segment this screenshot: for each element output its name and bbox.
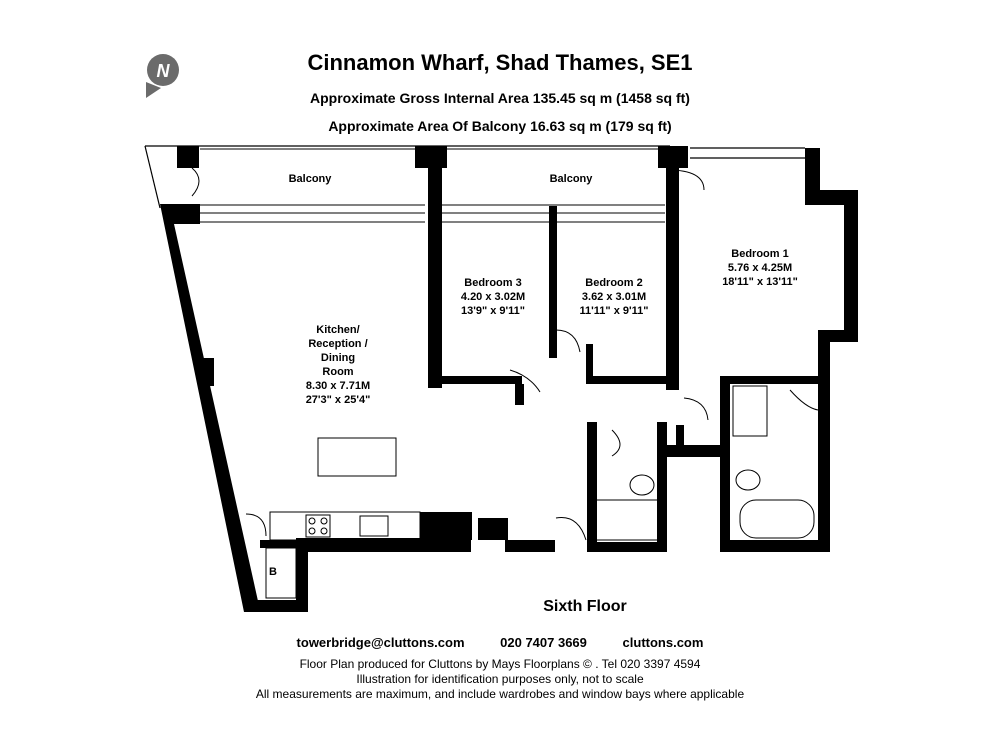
balcony-left-label: Balcony — [288, 173, 332, 185]
contact-phone[interactable]: 020 7407 3669 — [500, 635, 587, 650]
bedroom1-imperial: 18'11" x 13'11" — [722, 276, 798, 288]
bedroom3-imperial: 13'9" x 9'11" — [461, 305, 525, 317]
bedroom1-metric: 5.76 x 4.25M — [727, 262, 793, 274]
shower-tray — [733, 386, 767, 436]
contact-email[interactable]: towerbridge@cluttons.com — [296, 635, 465, 650]
boiler-label: B — [269, 566, 277, 578]
walls — [160, 146, 858, 612]
kitchen-metric: 8.30 x 7.71M — [305, 380, 371, 392]
bath — [740, 500, 814, 538]
bedroom3-label: Bedroom 3 — [464, 277, 522, 289]
bedroom2-metric: 3.62 x 3.01M — [581, 291, 647, 303]
compass-letter: N — [156, 61, 170, 81]
page-title: Cinnamon Wharf, Shad Thames, SE1 — [307, 50, 693, 75]
kitchen-island — [318, 438, 396, 476]
balcony-area: Approximate Area Of Balcony 16.63 sq m (179 sq ft) — [328, 118, 672, 134]
toilet — [630, 475, 654, 495]
kitchen-imperial: 27'3" x 25'4" — [305, 394, 371, 406]
bedroom1-label: Bedroom 1 — [731, 248, 789, 260]
disclaimer-line-3: All measurements are maximum, and include wardrobes and window bays where applicable — [255, 687, 745, 701]
disclaimer-line-1: Floor Plan produced for Cluttons by Mays Floorplans © . Tel 020 3397 4594 — [299, 657, 701, 671]
floor-label: Sixth Floor — [543, 598, 627, 615]
toilet-2 — [736, 470, 760, 490]
gross-internal-area: Approximate Gross Internal Area 135.45 sq m (1458 sq ft) — [310, 90, 690, 106]
balcony-right-label: Balcony — [549, 173, 593, 185]
kitchen-label-1: Kitchen/ — [316, 324, 360, 336]
bedroom2-imperial: 11'11" x 9'11" — [579, 305, 649, 317]
shower — [596, 500, 658, 540]
hob — [306, 515, 330, 537]
kitchen-counter — [270, 512, 420, 540]
kitchen-label-3: Dining — [320, 352, 356, 364]
bedroom2-label: Bedroom 2 — [585, 277, 643, 289]
kitchen-label-4: Room — [322, 366, 354, 378]
contact-website[interactable]: cluttons.com — [622, 635, 704, 650]
kitchen-label-2: Reception / — [308, 338, 368, 350]
sink — [360, 516, 388, 536]
disclaimer-line-2: Illustration for identification purposes only, not to scale — [356, 672, 644, 686]
bedroom3-metric: 4.20 x 3.02M — [460, 291, 526, 303]
balcony-outline — [145, 146, 805, 208]
contacts — [0, 635, 1000, 650]
